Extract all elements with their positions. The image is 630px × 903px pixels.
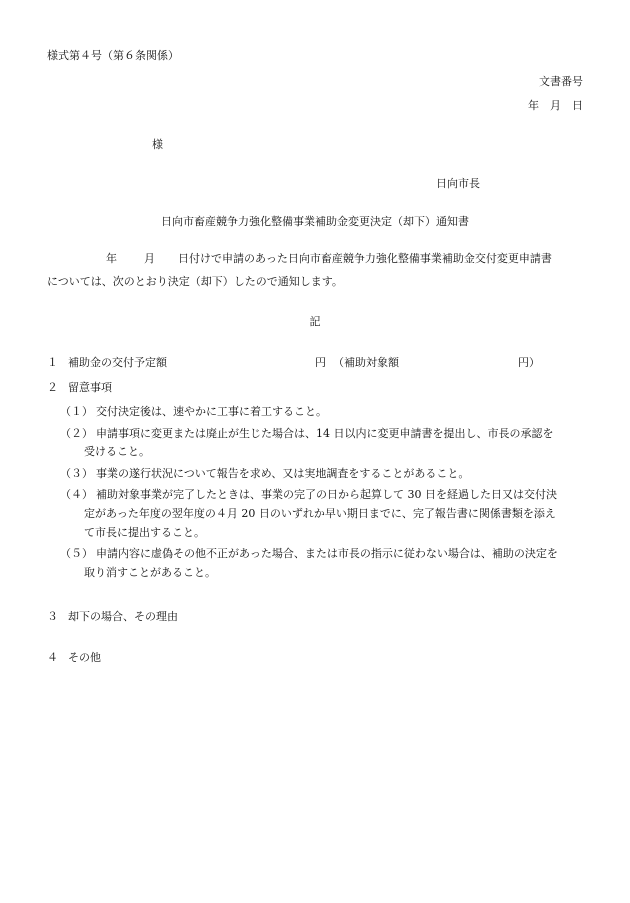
- section1-subsidy-target-label: （補助対象額: [333, 356, 399, 369]
- intro-line1: 日付けで申請のあった日向市畜産競争力強化整備事業補助金交付変更申請書: [178, 252, 552, 265]
- note-item-4-line-1: 補助対象事業が完了したときは、事業の完了の日から起算して 30 日を経過した日又は交付決: [96, 488, 557, 501]
- document-number-label: 文書番号: [539, 75, 583, 88]
- section1-label: 補助金の交付予定額: [68, 356, 167, 369]
- intro-month: 月: [144, 252, 155, 265]
- section3-number: ３: [47, 610, 58, 623]
- sender-name: 日向市長: [436, 177, 480, 190]
- section4-label: その他: [68, 651, 101, 664]
- note-item-2-line-1: 申請事項に変更または廃止が生じた場合は、14 日以内に変更申請書を提出し、市長の承認を: [96, 427, 554, 440]
- note-item-4-line-2: 定があった年度の翌年度の４月 20 日のいずれか早い期日までに、完了報告書に関係書類を添え: [84, 507, 556, 520]
- section4-number: ４: [47, 651, 58, 664]
- section1-number: １: [47, 356, 58, 369]
- section2-number: ２: [47, 381, 58, 394]
- addressee-suffix: 様: [152, 138, 163, 151]
- note-item-3-line-1: 事業の遂行状況について報告を求め、又は実地調査をすることがあること。: [96, 467, 470, 480]
- section1-yen-close: 円）: [518, 356, 540, 369]
- note-item-4-number: （４）: [60, 488, 93, 501]
- note-item-1-line-1: 交付決定後は、速やかに工事に着工すること。: [96, 405, 327, 418]
- form-number: 様式第４号（第６条関係）: [47, 49, 179, 62]
- ki-label: 記: [309, 315, 321, 328]
- intro-line2: については、次のとおり決定（却下）したので通知します。: [47, 275, 343, 288]
- section3-label: 却下の場合、その理由: [68, 610, 178, 623]
- note-item-2-line-2: 受けること。: [84, 445, 150, 458]
- note-item-5-line-1: 申請内容に虚偽その他不正があった場合、または市長の指示に従わない場合は、補助の決定を: [96, 547, 558, 560]
- note-item-4-line-3: て市長に提出すること。: [84, 526, 205, 539]
- document-title: 日向市畜産競争力強化整備事業補助金変更決定（却下）通知書: [161, 215, 469, 228]
- date-line: 年 月 日: [528, 99, 583, 112]
- note-item-5-number: （５）: [60, 547, 93, 560]
- note-item-1-number: （１）: [60, 405, 93, 418]
- intro-year: 年: [106, 252, 117, 265]
- section1-yen: 円: [315, 356, 326, 369]
- note-item-3-number: （３）: [60, 467, 93, 480]
- section2-label: 留意事項: [68, 381, 112, 394]
- note-item-5-line-2: 取り消すことがあること。: [84, 566, 216, 579]
- note-item-2-number: （２）: [60, 427, 93, 440]
